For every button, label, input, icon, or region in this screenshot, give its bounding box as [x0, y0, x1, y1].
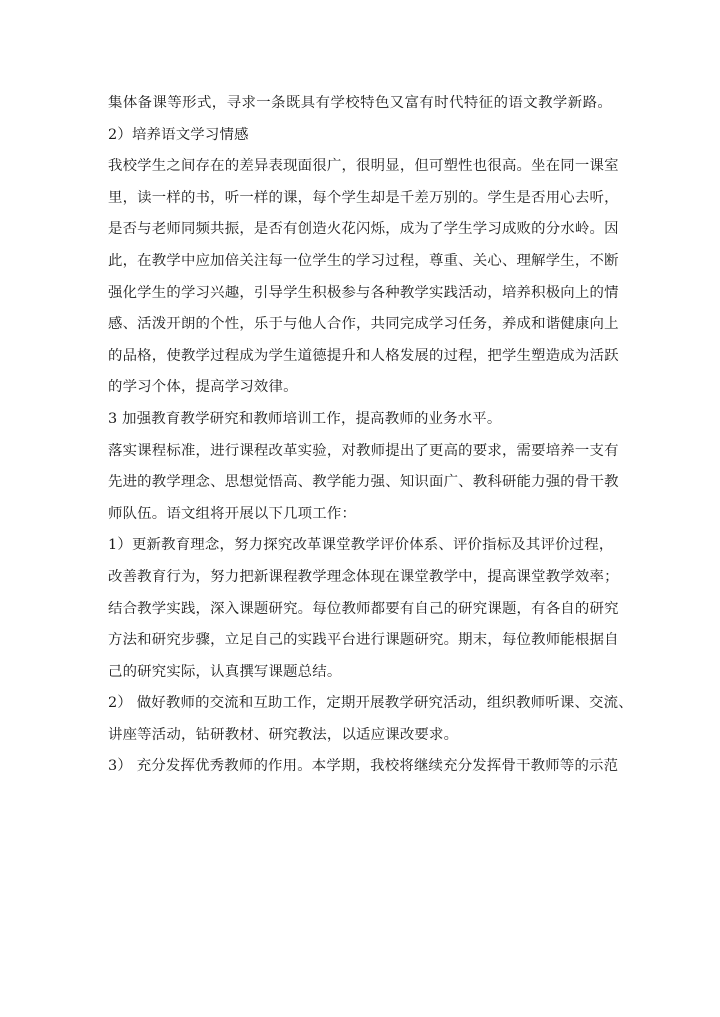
text-line-14: 师队伍。语文组将开展以下几项工作： [108, 505, 357, 522]
text-line-12: 落实课程标准，进行课程改革实验，对教师提出了更高的要求，需要培养一支有 [108, 442, 619, 459]
text-line-15: 1）更新教育理念，努力探究改革课堂教学评价体系、评价指标及其评价过程， [108, 537, 614, 554]
text-line-3: 我校学生之间存在的差异表现面很广，很明显，但可塑性也很高。坐在同一课室 [108, 158, 619, 175]
text-line-10: 的学习个体，提高学习效律。 [108, 379, 298, 396]
text-line-13: 先进的教学理念、思想觉悟高、教学能力强、知识面广、教科研能力强的骨干教 [108, 474, 619, 491]
text-line-22: 3） 充分发挥优秀教师的作用。本学期，我校将继续充分发挥骨干教师等的示范 [108, 758, 619, 775]
text-line-21: 讲座等活动，钻研教材、研究教法，以适应课改要求。 [108, 726, 459, 743]
section-heading-2: 2）培养语文学习情感 [108, 126, 249, 143]
text-line-19: 己的研究实际，认真撰写课题总结。 [108, 663, 342, 680]
document-page [108, 88, 633, 783]
text-line-5: 是否与老师同频共振，是否有创造火花闪烁，成为了学生学习成败的分水岭。因 [108, 221, 619, 238]
text-line-18: 方法和研究步骤，立足自己的实践平台进行课题研究。期末，每位教师能根据自 [108, 632, 619, 649]
text-line-16: 改善教育行为，努力把新课程教学理念体现在课堂教学中，提高课堂教学效率； [108, 568, 619, 585]
text-line-8: 感、活泼开朗的个性，乐于与他人合作，共同完成学习任务，养成和谐健康向上 [108, 316, 619, 333]
text-line-1: 集体备课等形式，寻求一条既具有学校特色又富有时代特征的语文教学新路。 [108, 95, 612, 111]
text-line-7: 强化学生的学习兴趣，引导学生积极参与各种教学实践活动，培养积极向上的情 [108, 284, 619, 301]
text-line-20: 2） 做好教师的交流和互助工作，定期开展教学研究活动，组织教师听课、交流、 [108, 695, 633, 712]
text-line-4: 里，读一样的书，听一样的课，每个学生却是千差万别的。学生是否用心去听， [108, 189, 619, 206]
section-heading-3: 3 加强教育教学研究和教师培训工作，提高教师的业务水平。 [108, 410, 502, 427]
text-line-6: 此，在教学中应加倍关注每一位学生的学习过程，尊重、关心、理解学生，不断 [108, 252, 619, 269]
text-line-17: 结合教学实践，深入课题研究。每位教师都要有自己的研究课题，有各自的研究 [108, 600, 619, 617]
text-line-9: 的品格，使教学过程成为学生道德提升和人格发展的过程，把学生塑造成为活跃 [108, 347, 619, 364]
